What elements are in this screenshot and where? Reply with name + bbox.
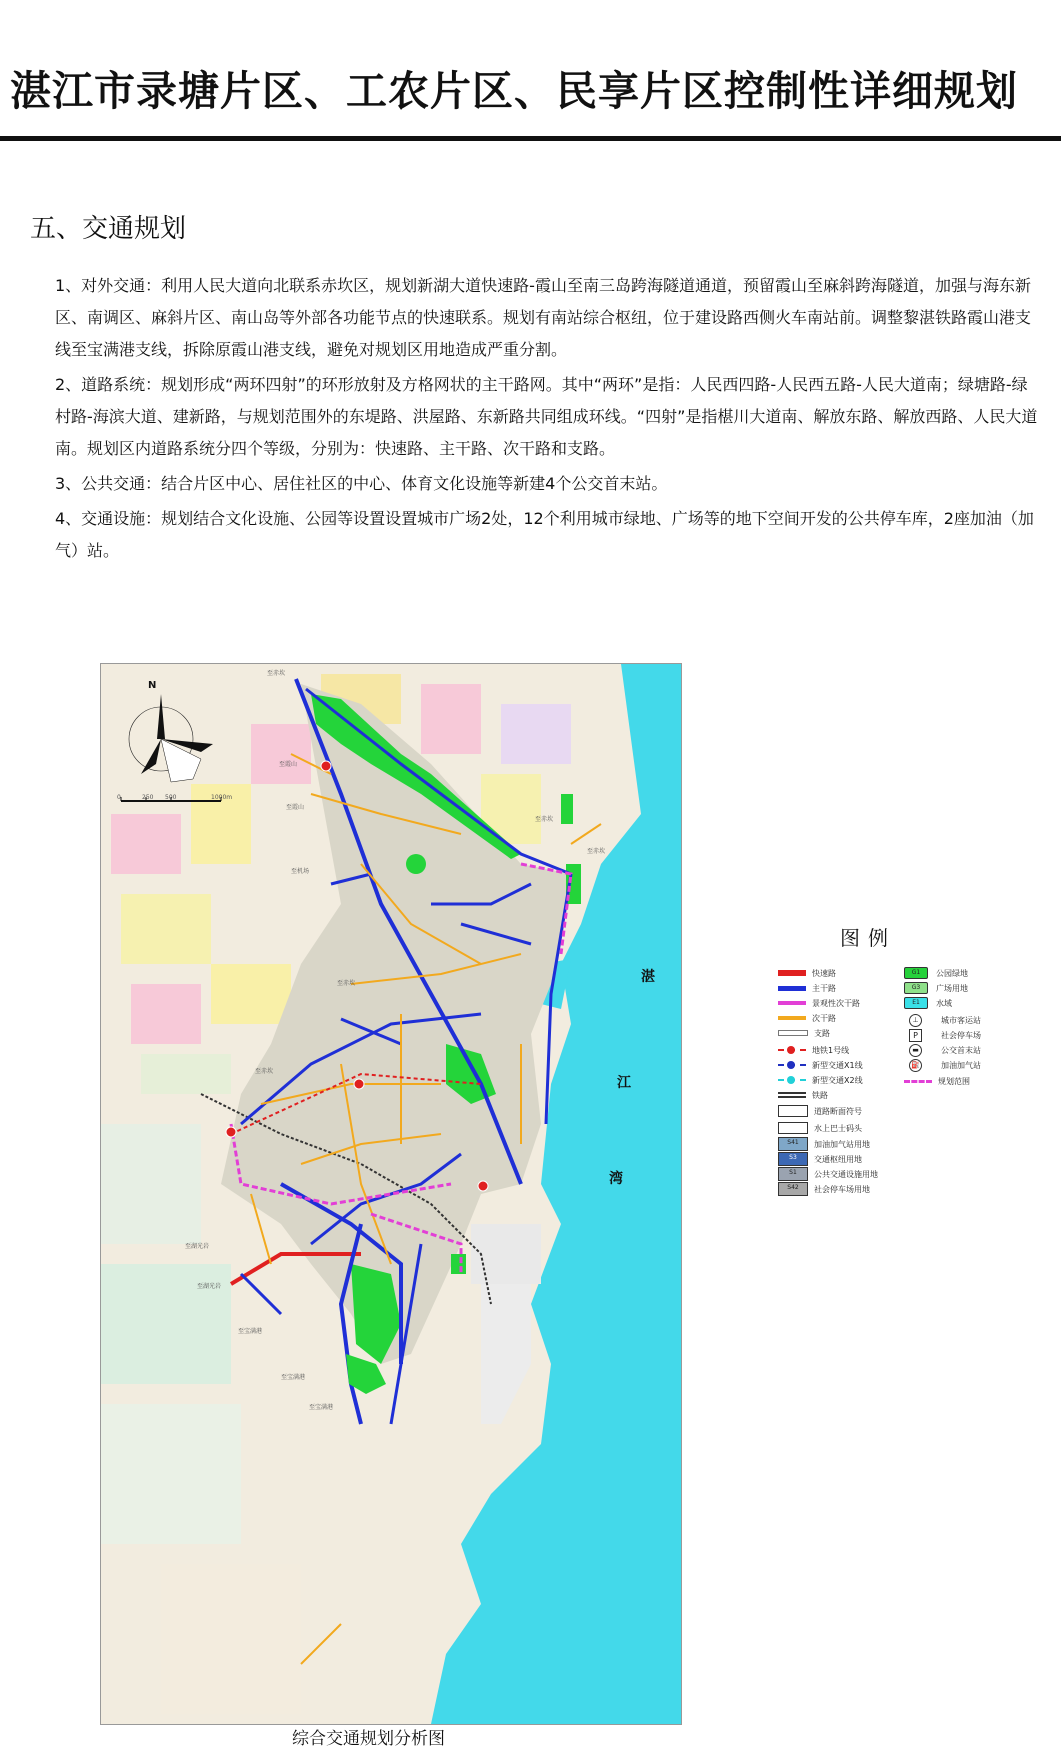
legend-item-parking-land: S42 社会停车场用地	[778, 1183, 870, 1195]
paragraph-external-traffic: 1、对外交通：利用人民大道向北联系赤坎区，规划新湖大道快速路-霞山至南三岛跨海隧道通道，预留霞山至麻斜跨海隧道，加强与海东新区、南调区、麻斜片区、南山岛等外部各功能节点的快速联系。规划有南站综合枢纽，位于建设路西侧火车南站前。调整黎湛铁路霞山港支线至宝满港支线，拆除原霞山港支线，避免对规划区用地造成严重分割。	[55, 276, 1032, 359]
legend-item-gas: ⛽ 加油加气站	[904, 1059, 981, 1071]
hub-land-icon: S3	[778, 1152, 808, 1166]
scale-tick-0: 0	[117, 794, 121, 801]
bus-stop-icon: ▬	[909, 1044, 922, 1057]
legend-item-transit-facility: S1 公共交通设施用地	[778, 1168, 878, 1180]
place-label: 至赤坎	[535, 816, 554, 823]
place-label: 至湖光岩	[197, 1283, 222, 1290]
legend-item-ferry: 水上巴士码头	[778, 1122, 862, 1134]
legend-item-railway: 铁路	[778, 1089, 828, 1101]
legend-item-transit-x2: 新型交通X2线	[778, 1074, 863, 1086]
water-label-zhan: 湛	[641, 969, 655, 985]
place-label: 至霞山	[286, 804, 305, 811]
legend-title: 图例	[840, 926, 896, 950]
place-label: 至赤坎	[337, 980, 356, 987]
map-caption: 综合交通规划分析图	[292, 1729, 445, 1749]
place-label: 至机场	[291, 868, 310, 875]
paragraph-public-transit: 3、公共交通：结合片区中心、居住社区的中心、体育文化设施等新建4个公交首末站。	[55, 474, 668, 493]
orange-line-icon	[778, 1016, 806, 1020]
legend-item-gas-land: S41 加油加气站用地	[778, 1138, 870, 1150]
legend-item-bus-terminal: ⊥ 城市客运站	[904, 1014, 981, 1026]
parking-icon: P	[909, 1029, 922, 1042]
place-label: 至赤坎	[267, 670, 286, 677]
blue-line-icon	[778, 986, 806, 991]
water-swatch-icon: E1	[904, 997, 928, 1009]
place-label: 至宝满港	[309, 1404, 334, 1411]
place-label: 至湖光岩	[185, 1243, 210, 1250]
legend-item-branch-road: 支路	[778, 1027, 830, 1039]
legend-item-road-section: 道路断面符号	[778, 1105, 862, 1117]
road-section-icon	[778, 1105, 808, 1117]
traffic-plan-map	[100, 663, 682, 1725]
gas-icon: ⛽	[909, 1059, 922, 1072]
place-label: 至宝满港	[238, 1328, 263, 1335]
legend-item-secondary-road: 次干路	[778, 1012, 836, 1024]
legend-item-landscape-road: 景观性次干路	[778, 997, 860, 1009]
paragraph-road-system: 2、道路系统：规划形成“两环四射”的环形放射及方格网状的主干路网。其中“两环”是指：人民西四路-人民西五路-人民大道南；绿塘路-绿村路-海滨大道、建新路，与规划范围外的东堤路、洪屋路、东新路共同组成环线。“四射”是指椹川大道南、解放东路、解放西路、人民大道南。规划区内道路系统分四个等级，分别为：快速路、主干路、次干路和支路。	[55, 375, 1038, 458]
metro-line-icon	[778, 1049, 806, 1051]
magenta-line-icon	[778, 1001, 806, 1005]
ferry-icon	[778, 1122, 808, 1134]
legend-item-plaza: G3 广场用地	[904, 982, 968, 994]
legend-item-hub-land: S3 交通枢纽用地	[778, 1153, 862, 1165]
transit-x2-icon	[778, 1079, 806, 1081]
section-heading: 五、交通规划	[30, 214, 187, 244]
gas-station-land-icon: S41	[778, 1137, 808, 1151]
place-label: 至宝满港	[281, 1374, 306, 1381]
white-line-icon	[778, 1030, 808, 1036]
water-label-jiang: 江	[617, 1075, 631, 1091]
transit-x1-icon	[778, 1064, 806, 1066]
place-label: 至霞山	[279, 761, 298, 768]
scale-tick-250: 250	[142, 794, 154, 801]
parking-land-icon: S42	[778, 1182, 808, 1196]
legend-item-metro-1: 地铁1号线	[778, 1044, 849, 1056]
north-label: N	[148, 680, 157, 691]
legend-item-park: G1 公园绿地	[904, 967, 968, 979]
legend-item-expressway: 快速路	[778, 967, 836, 979]
map-canvas	[101, 664, 681, 1724]
park-swatch-icon: G1	[904, 967, 928, 979]
paragraph-traffic-facilities: 4、交通设施：规划结合文化设施、公园等设置设置城市广场2处，12个利用城市绿地、广场等的地下空间开发的公共停车库，2座加油（加气）站。	[55, 509, 1034, 560]
legend-item-arterial: 主干路	[778, 982, 836, 994]
document-title: 湛江市录塘片区、工农片区、民享片区控制性详细规划	[10, 67, 1018, 115]
place-label: 至赤坎	[255, 1068, 274, 1075]
legend-item-parking: P 社会停车场	[904, 1029, 981, 1041]
boundary-line-icon	[904, 1080, 932, 1083]
scale-tick-1000m: 1000m	[211, 794, 233, 801]
title-divider	[0, 136, 1061, 141]
legend-item-transit-x1: 新型交通X1线	[778, 1059, 863, 1071]
water-label-wan: 湾	[609, 1171, 623, 1187]
body-text	[55, 270, 1040, 570]
legend-item-bus-stop: ▬ 公交首末站	[904, 1044, 981, 1056]
scale-tick-500: 500	[165, 794, 177, 801]
railway-icon	[778, 1092, 806, 1098]
legend-item-water: E1 水域	[904, 997, 952, 1009]
transit-facility-land-icon: S1	[778, 1167, 808, 1181]
plaza-swatch-icon: G3	[904, 982, 928, 994]
place-label: 至赤坎	[587, 848, 606, 855]
legend-item-plan-boundary: 规划范围	[904, 1075, 970, 1087]
red-line-icon	[778, 970, 806, 976]
bus-terminal-icon: ⊥	[909, 1014, 922, 1027]
